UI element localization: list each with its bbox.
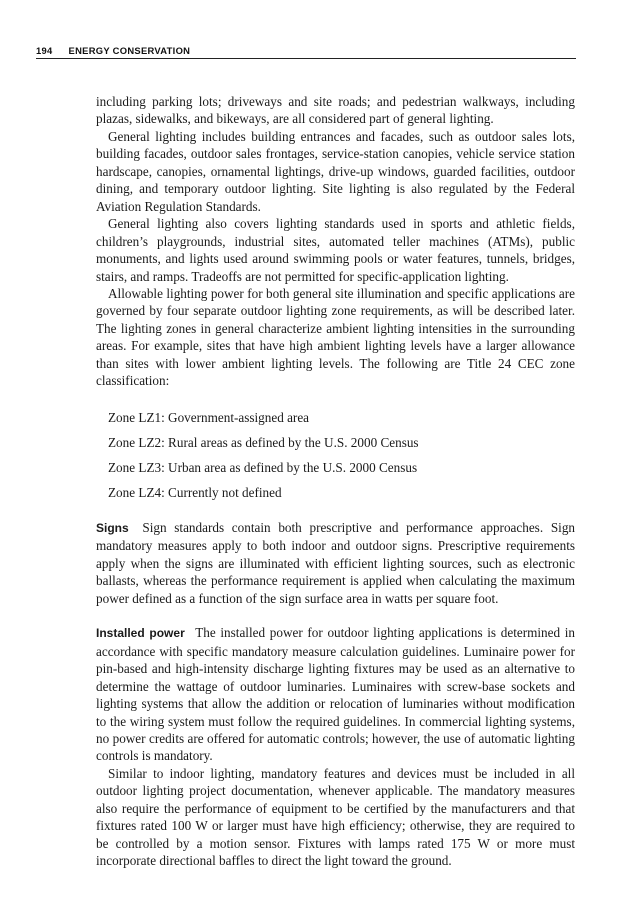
signs-heading: Signs <box>96 521 129 536</box>
installed-power-text: The installed power for outdoor lighting applications is determined in accordance with specific mandatory measure calculation guidelines. Luminaire power for pin-based and high-intensity discharge lighting fixtures may be used as an alternative to determine the wattage of outdoor luminaries. Luminaires with screw-base sockets and lighting systems that allow the addition or relocation of luminaries without modification to the wiring system must follow the required guidelines. In commercial lighting systems, no power credits are offered for automatic controls; however, the use of automatic lighting controls is mandatory. <box>96 625 576 764</box>
installed-power-heading: Installed power <box>96 626 185 641</box>
zone-list <box>108 409 575 501</box>
paragraph: General lighting includes building entrances and facades, such as outdoor sales lots, building facades, outdoor sales frontages, service-station canopies, vehicle service station hardscape, canopies, ornamental lightings, drive-up windows, guarded facilities, outdoor dining, and temporary outdoor lighting. Site lighting is also regulated by the Federal Aviation Regulation Standards. <box>96 128 575 214</box>
zone-item: Zone LZ3: Urban area as defined by the U.S. 2000 Census <box>108 459 418 475</box>
running-header <box>36 45 576 59</box>
signs-text: Sign standards contain both prescriptive and performance approaches. Sign mandatory measures apply to both indoor and outdoor signs. Prescriptive requirements apply when the signs are illuminated with efficient lighting sources, such as electronic ballasts, whereas the performance requirement is applied when calculating the maximum power defined as a function of the sign surface area in watts per square foot. <box>96 520 576 606</box>
paragraph: including parking lots; driveways and site roads; and pedestrian walkways, including plazas, sidewalks, and bikeways, are all considered part of general lighting. <box>96 94 575 127</box>
zone-item: Zone LZ4: Currently not defined <box>108 484 282 500</box>
paragraph: General lighting also covers lighting standards used in sports and athletic fields, children’s playgrounds, industrial sites, automated teller machines (ATMs), public monuments, and lights used around swimming pools or water features, tunnels, bridges, stairs, and ramps. Tradeoffs are not permitted for specific-application lighting. <box>96 216 575 284</box>
zone-item: Zone LZ2: Rural areas as defined by the U.S. 2000 Census <box>108 434 419 450</box>
running-title: ENERGY CONSERVATION <box>68 45 191 56</box>
zone-item: Zone LZ1: Government-assigned area <box>108 409 310 425</box>
paragraph: Allowable lighting power for both general site illumination and specific applications are governed by four separate outdoor lighting zone requirements, as will be described later. The lighting zones in general characterize ambient lighting intensities in the surrounding areas. For example, sites that have high ambient lighting levels have a larger allowance than sites with lower ambient lighting levels. The following are Title 24 CEC zone classification: <box>96 285 575 389</box>
body-text <box>96 93 575 870</box>
page-number: 194 <box>36 45 53 56</box>
paragraph: Similar to indoor lighting, mandatory features and devices must be included in all outdoor lighting project documentation, whenever applicable. The mandatory measures also require the performance of equipment to be certified by the manufacturers and that fixtures rated 100 W or larger must have high efficiency; otherwise, they are required to be controlled by a motion sensor. Fixtures with lamps rated 175 W or more must incorporate directional baffles to direct the light toward the ground. <box>96 765 575 869</box>
installed-power-section <box>96 624 575 765</box>
signs-section <box>96 519 575 607</box>
